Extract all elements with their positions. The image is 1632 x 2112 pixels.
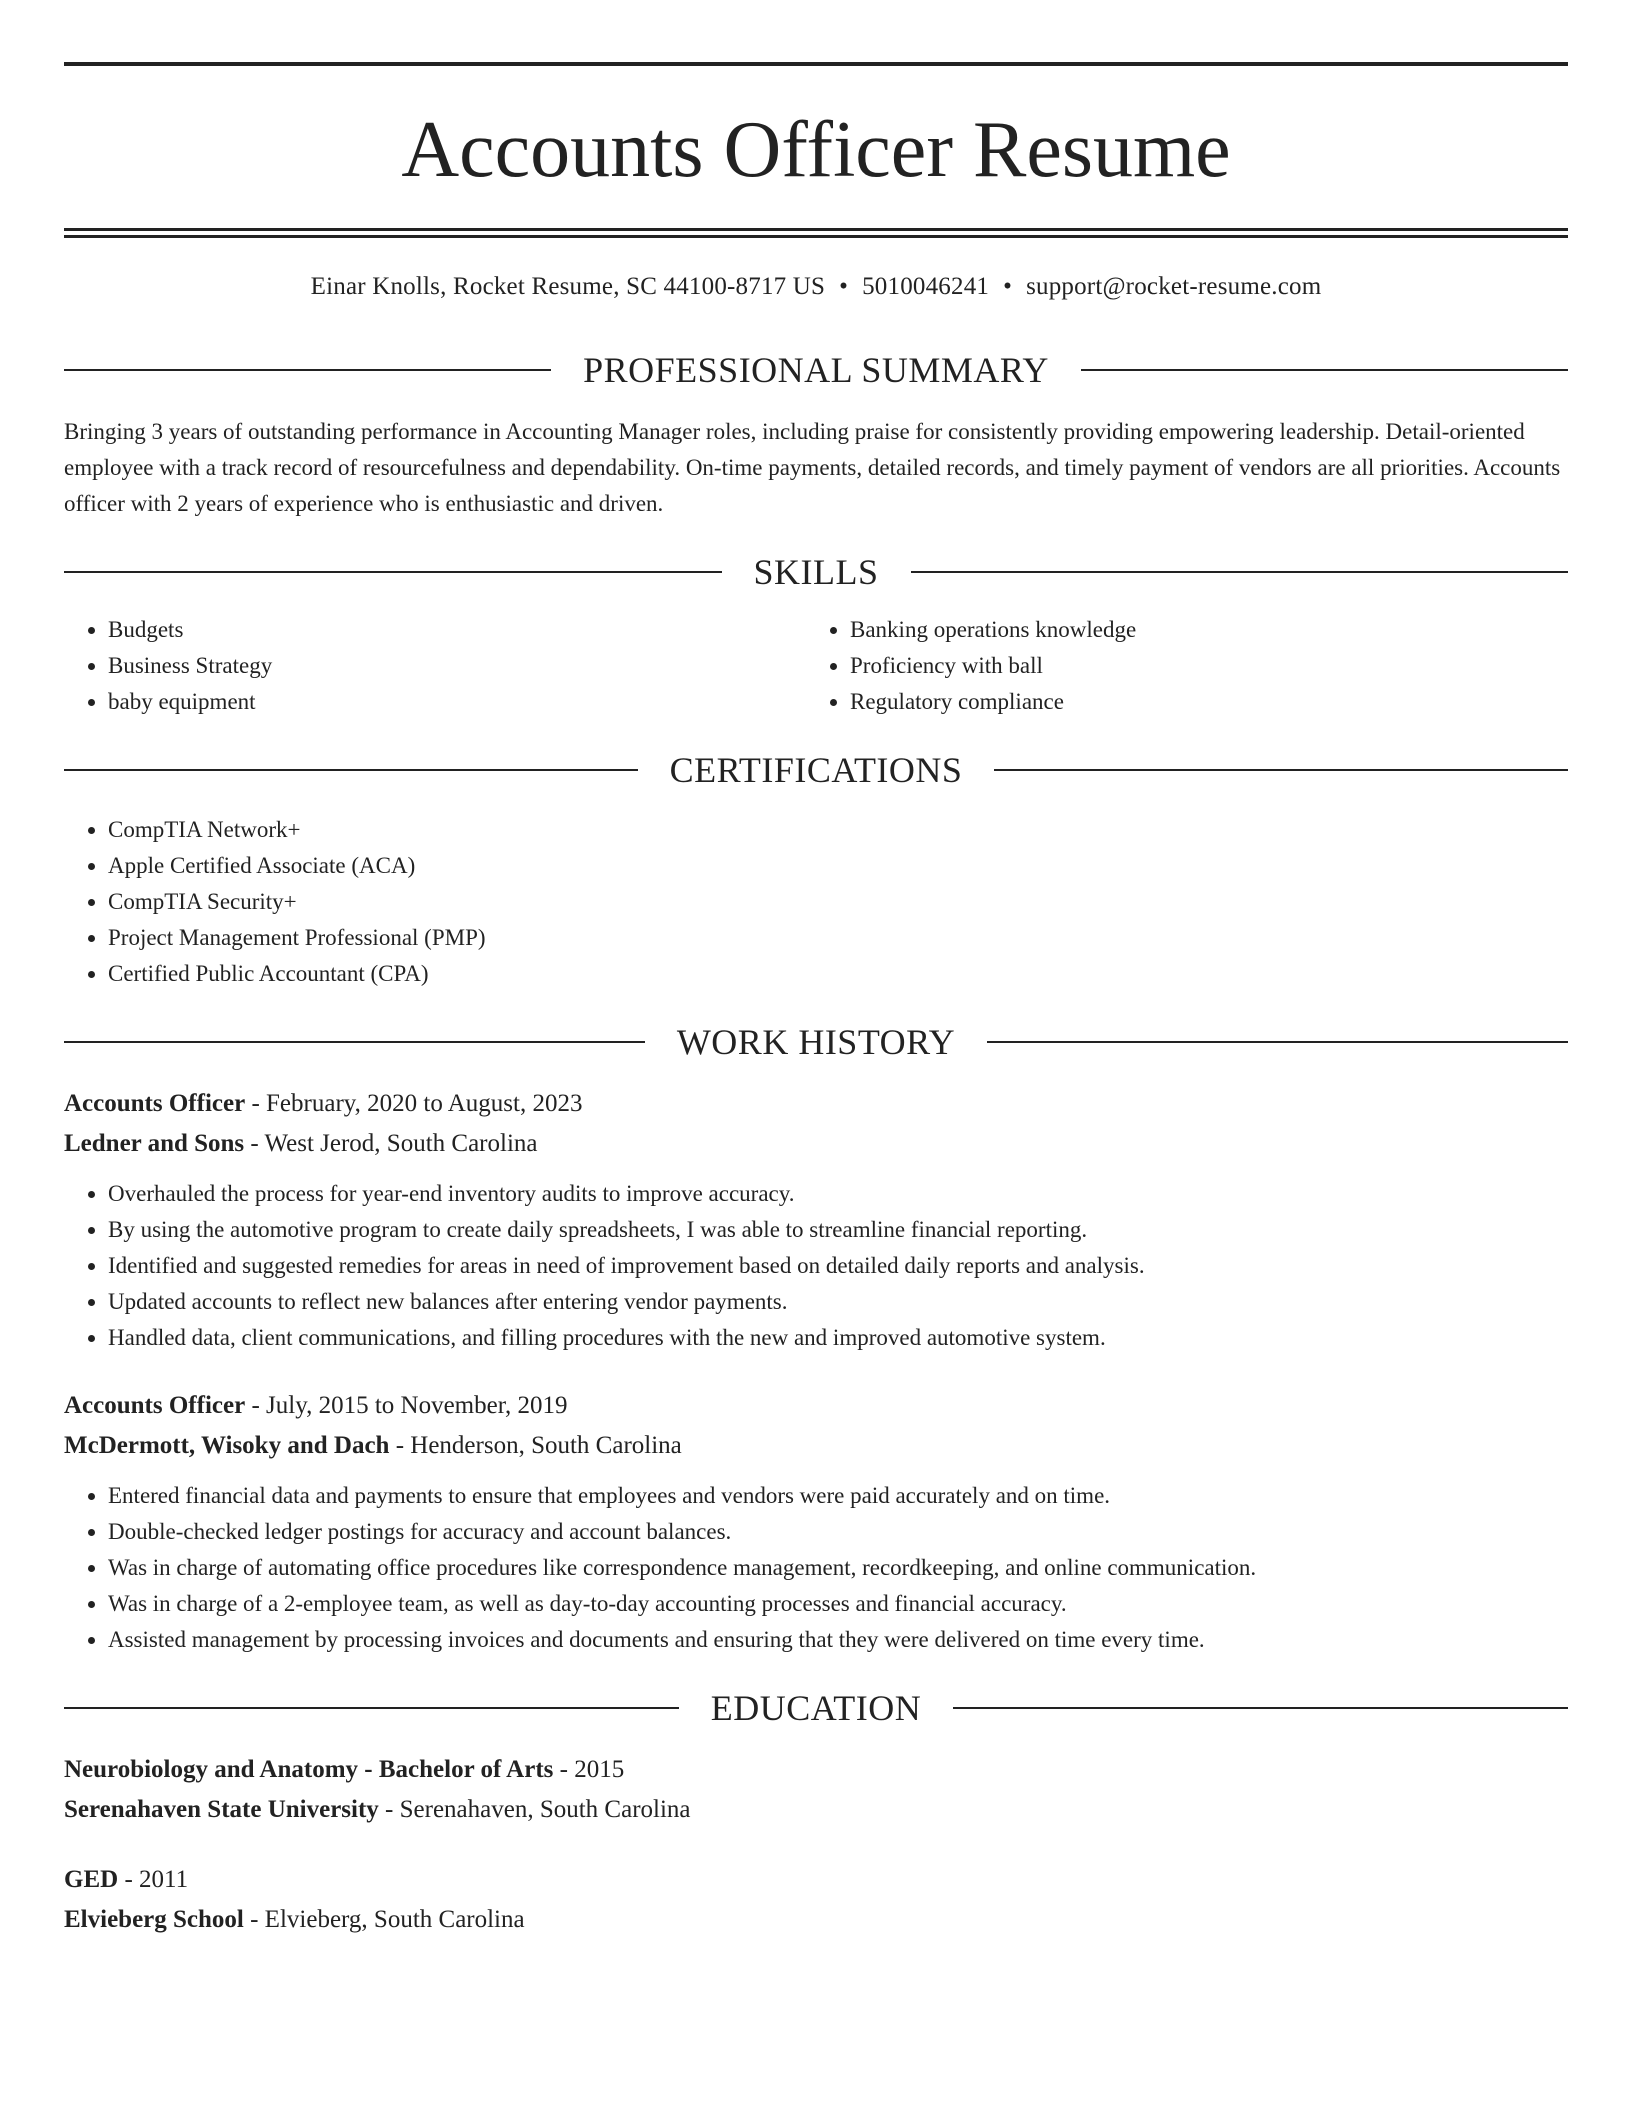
job-location: - Henderson, South Carolina bbox=[389, 1432, 682, 1459]
skills-section-header bbox=[64, 550, 1568, 594]
skill-item: • Banking operations knowledge bbox=[850, 612, 1548, 648]
job-bullet: • Entered financial data and payments to ensure that employees and vendors were paid accurately and on time. bbox=[108, 1478, 1568, 1514]
contact-address: Einar Knolls, Rocket Resume, SC 44100-8717 US bbox=[310, 273, 826, 300]
job-company: Ledner and Sons bbox=[64, 1130, 245, 1157]
job-company-line bbox=[64, 1426, 1568, 1466]
education-heading: EDUCATION bbox=[710, 1688, 922, 1728]
job-dates: - February, 2020 to August, 2023 bbox=[245, 1090, 583, 1117]
job-location: - West Jerod, South Carolina bbox=[244, 1130, 538, 1157]
education-degree: GED bbox=[64, 1866, 119, 1893]
section-rule-right bbox=[1081, 369, 1568, 371]
job-company-line bbox=[64, 1124, 1568, 1164]
skills-heading: SKILLS bbox=[753, 552, 879, 592]
job-bullet: • Updated accounts to reflect new balances after entering vendor payments. bbox=[108, 1284, 1568, 1320]
certifications-section-header bbox=[64, 748, 1568, 792]
education-entry bbox=[64, 1750, 1568, 1830]
job-entry bbox=[64, 1084, 1568, 1356]
skills-list bbox=[64, 612, 1568, 720]
certification-item: • Project Management Professional (PMP) bbox=[108, 920, 1568, 956]
skill-item: • baby equipment bbox=[108, 684, 806, 720]
section-rule-left bbox=[64, 769, 638, 771]
contact-email: support@rocket-resume.com bbox=[1026, 273, 1322, 300]
skill-item: • Business Strategy bbox=[108, 648, 806, 684]
job-bullet: • Overhauled the process for year-end inventory audits to improve accuracy. bbox=[108, 1176, 1568, 1212]
contact-line bbox=[64, 270, 1568, 304]
contact-separator: • bbox=[839, 273, 849, 300]
section-rule-left bbox=[64, 369, 551, 371]
skill-item: • Proficiency with ball bbox=[850, 648, 1548, 684]
certifications-heading: CERTIFICATIONS bbox=[669, 750, 963, 790]
job-bullet: • By using the automotive program to create daily spreadsheets, I was able to streamline financial reporting. bbox=[108, 1212, 1568, 1248]
job-bullet: • Was in charge of a 2-employee team, as well as day-to-day accounting processes and financial accuracy. bbox=[108, 1586, 1568, 1622]
education-school: Elvieberg School bbox=[64, 1906, 244, 1933]
education-school-line bbox=[64, 1900, 1568, 1940]
certification-item: • Apple Certified Associate (ACA) bbox=[108, 848, 1568, 884]
education-year: - 2015 bbox=[553, 1756, 625, 1783]
section-rule-left bbox=[64, 1041, 645, 1043]
certification-item: • CompTIA Network+ bbox=[108, 812, 1568, 848]
skill-item: • Budgets bbox=[108, 612, 806, 648]
top-rule bbox=[64, 62, 1568, 66]
education-degree: Neurobiology and Anatomy - Bachelor of Arts bbox=[64, 1756, 554, 1783]
job-bullet: • Was in charge of automating office procedures like correspondence management, recordkeeping, and online communication. bbox=[108, 1550, 1568, 1586]
job-title-line bbox=[64, 1386, 1568, 1426]
summary-heading: PROFESSIONAL SUMMARY bbox=[583, 350, 1049, 390]
work-history-section-header bbox=[64, 1020, 1568, 1064]
resume-title: Accounts Officer Resume bbox=[401, 106, 1231, 194]
job-entry bbox=[64, 1386, 1568, 1658]
section-rule-right bbox=[953, 1707, 1568, 1709]
job-title-line bbox=[64, 1084, 1568, 1124]
title-double-rule bbox=[64, 228, 1568, 238]
section-rule-right bbox=[994, 769, 1568, 771]
job-title: Accounts Officer bbox=[64, 1090, 246, 1117]
job-bullet: • Identified and suggested remedies for areas in need of improvement based on detailed daily reports and analysis. bbox=[108, 1248, 1568, 1284]
education-location: - Elvieberg, South Carolina bbox=[243, 1906, 525, 1933]
job-title: Accounts Officer bbox=[64, 1392, 246, 1419]
job-bullets bbox=[64, 1478, 1568, 1658]
contact-separator: • bbox=[1003, 273, 1013, 300]
education-school: Serenahaven State University bbox=[64, 1796, 379, 1823]
education-degree-line bbox=[64, 1860, 1568, 1900]
section-rule-left bbox=[64, 1707, 679, 1709]
job-bullets bbox=[64, 1176, 1568, 1356]
education-entry bbox=[64, 1860, 1568, 1940]
education-year: - 2011 bbox=[118, 1866, 189, 1893]
education-section-header bbox=[64, 1686, 1568, 1730]
job-bullet: • Handled data, client communications, and filling procedures with the new and improved automotive system. bbox=[108, 1320, 1568, 1356]
education-school-line bbox=[64, 1790, 1568, 1830]
skill-item: • Regulatory compliance bbox=[850, 684, 1548, 720]
summary-section-header bbox=[64, 348, 1568, 392]
job-bullet: • Assisted management by processing invoices and documents and ensuring that they were delivered on time every time. bbox=[108, 1622, 1568, 1658]
job-dates: - July, 2015 to November, 2019 bbox=[245, 1392, 568, 1419]
section-rule-right bbox=[911, 571, 1569, 573]
education-location: - Serenahaven, South Carolina bbox=[378, 1796, 691, 1823]
skills-column-right bbox=[806, 612, 1548, 720]
job-company: McDermott, Wisoky and Dach bbox=[64, 1432, 390, 1459]
section-rule-left bbox=[64, 571, 722, 573]
certification-item: • Certified Public Accountant (CPA) bbox=[108, 956, 1568, 992]
certifications-list bbox=[64, 812, 1568, 992]
skills-column-left bbox=[64, 612, 806, 720]
section-rule-right bbox=[987, 1041, 1568, 1043]
work-history-heading: WORK HISTORY bbox=[676, 1022, 956, 1062]
contact-phone: 5010046241 bbox=[862, 273, 990, 300]
education-degree-line bbox=[64, 1750, 1568, 1790]
summary-text: Bringing 3 years of outstanding performance in Accounting Manager roles, including praise for consistently providing empowering leadership. Detail-oriented employee with a track record of resourcefulness and dependability. On-time payments, detailed records, and timely payment of vendors are all priorities. Accounts officer with 2 years of experience who is enthusiastic and driven. bbox=[64, 419, 1561, 516]
certification-item: • CompTIA Security+ bbox=[108, 884, 1568, 920]
job-bullet: • Double-checked ledger postings for accuracy and account balances. bbox=[108, 1514, 1568, 1550]
